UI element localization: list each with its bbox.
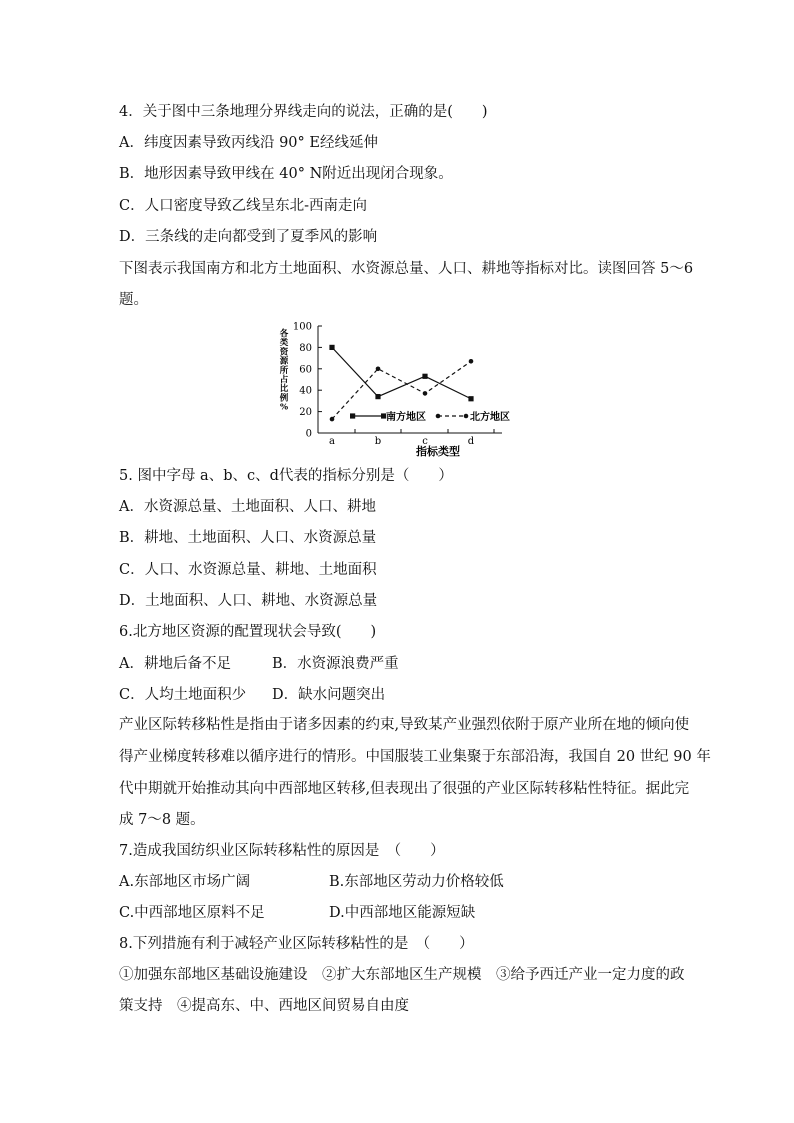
y-axis-label — [280, 328, 289, 413]
q6-row2 — [119, 686, 386, 704]
q6-option-c: C．人均土地面积少 — [119, 687, 247, 703]
y-axis-label-char: 源 — [279, 356, 289, 367]
y-axis-label-char: 各 — [279, 329, 289, 339]
q4-option-c: C．人口密度导致乙线呈东北-西南走向 — [119, 198, 367, 214]
y-axis-label-char: 类 — [279, 338, 289, 349]
y-tick-label: 20 — [299, 407, 312, 419]
q5-option-a: A．水资源总量、土地面积、人口、耕地 — [119, 499, 376, 515]
q4-option-a: A．纬度因素导致丙线沿 90° E经线延伸 — [119, 135, 378, 151]
data-point — [329, 345, 334, 350]
x-tick-label: d — [467, 436, 475, 447]
data-point — [375, 394, 380, 399]
q8-line1: ①加强东部地区基础设施建设 ②扩大东部地区生产规模 ③给予西迁产业一定力度的政 — [119, 967, 685, 983]
x-tick-label: a — [329, 436, 335, 447]
q5-option-c: C．人口、水资源总量、耕地、土地面积 — [119, 562, 377, 578]
q4-option-d: D．三条线的走向都受到了夏季风的影响 — [119, 229, 378, 245]
intro-7-8-line2: 得产业梯度转移难以循序进行的情形。中国服装工业集聚于东部沿海，我国自 20 世纪 90 年 — [119, 749, 711, 765]
y-axis-label-char: 例 — [279, 393, 289, 404]
intro-5-6-line2: 题。 — [119, 292, 148, 308]
q6-option-d: D．缺水问题突出 — [272, 687, 386, 703]
q6-option-a: A．耕地后备不足 — [119, 656, 231, 672]
intro-7-8-line4: 成 7～8 题。 — [119, 812, 205, 828]
q7-row2 — [119, 904, 476, 922]
q7-stem: 7.造成我国纺织业区际转移粘性的原因是 （ ） — [119, 843, 445, 859]
data-point — [468, 396, 473, 401]
y-tick-label: 60 — [299, 364, 312, 376]
y-axis-label-char: 占 — [279, 375, 289, 385]
q4-stem: 4．关于图中三条地理分界线走向的说法，正确的是( ) — [119, 104, 488, 120]
q7-option-d: D.中西部地区能源短缺 — [329, 905, 476, 921]
legend-marker-north — [464, 414, 469, 419]
y-axis-label-char: 比 — [279, 384, 289, 395]
data-point — [422, 374, 427, 379]
legend-marker-south — [350, 413, 355, 418]
y-tick-label: 0 — [305, 428, 312, 440]
q7-option-a: A.东部地区市场广阔 — [119, 874, 251, 890]
intro-7-8-line1: 产业区际转移粘性是指由于诸多因素的约束,导致某产业强烈依附于原产业所在地的倾向使 — [119, 717, 690, 733]
legend-marker-north — [436, 414, 441, 419]
resource-comparison-chart — [270, 316, 540, 458]
q5-option-b: B．耕地、土地面积、人口、水资源总量 — [119, 530, 377, 546]
q6-option-b: B．水资源浪费严重 — [272, 656, 399, 672]
y-axis-label-char: % — [279, 402, 289, 413]
y-tick-label: 40 — [299, 385, 312, 397]
data-point — [469, 359, 474, 364]
data-point — [423, 391, 428, 396]
series-line-south — [332, 347, 471, 398]
y-tick-label: 80 — [299, 342, 312, 354]
q7-row1 — [119, 873, 504, 891]
intro-7-8-line3: 代中期就开始推动其向中西部地区转移,但表现出了很强的产业区际转移粘性特征。据此完 — [119, 781, 690, 797]
y-axis-label-char: 资 — [279, 347, 289, 358]
y-tick-label: 100 — [292, 321, 312, 333]
x-tick-label: c — [422, 436, 428, 447]
q6-stem: 6.北方地区资源的配置现状会导致( ) — [119, 624, 377, 640]
intro-5-6-line1: 下图表示我国南方和北方土地面积、水资源总量、人口、耕地等指标对比。读图回答 5～6 — [119, 261, 694, 277]
y-axis-label-char: 所 — [279, 365, 289, 376]
q8-line2: 策支持 ④提高东、中、西地区间贸易自由度 — [119, 998, 409, 1014]
q7-option-b: B.东部地区劳动力价格较低 — [329, 874, 504, 890]
chart-legend — [350, 410, 510, 423]
q4-option-b: B．地形因素导致甲线在 40° N附近出现闭合现象。 — [119, 166, 453, 182]
q7-option-c: C.中西部地区原料不足 — [119, 905, 265, 921]
q6-row1 — [119, 655, 399, 673]
data-point — [330, 417, 335, 422]
q5-stem: 5. 图中字母 a、b、c、d代表的指标分别是（ ） — [119, 468, 453, 484]
x-axis-label: 指标类型 — [416, 445, 460, 458]
legend-label-south: 南方地区 — [386, 412, 426, 423]
data-point — [376, 367, 381, 372]
q5-option-d: D．土地面积、人口、耕地、水资源总量 — [119, 593, 378, 609]
q8-stem: 8.下列措施有利于减轻产业区际转移粘性的是 （ ） — [119, 936, 474, 952]
legend-label-north: 北方地区 — [470, 412, 510, 423]
x-tick-label: b — [374, 436, 382, 447]
